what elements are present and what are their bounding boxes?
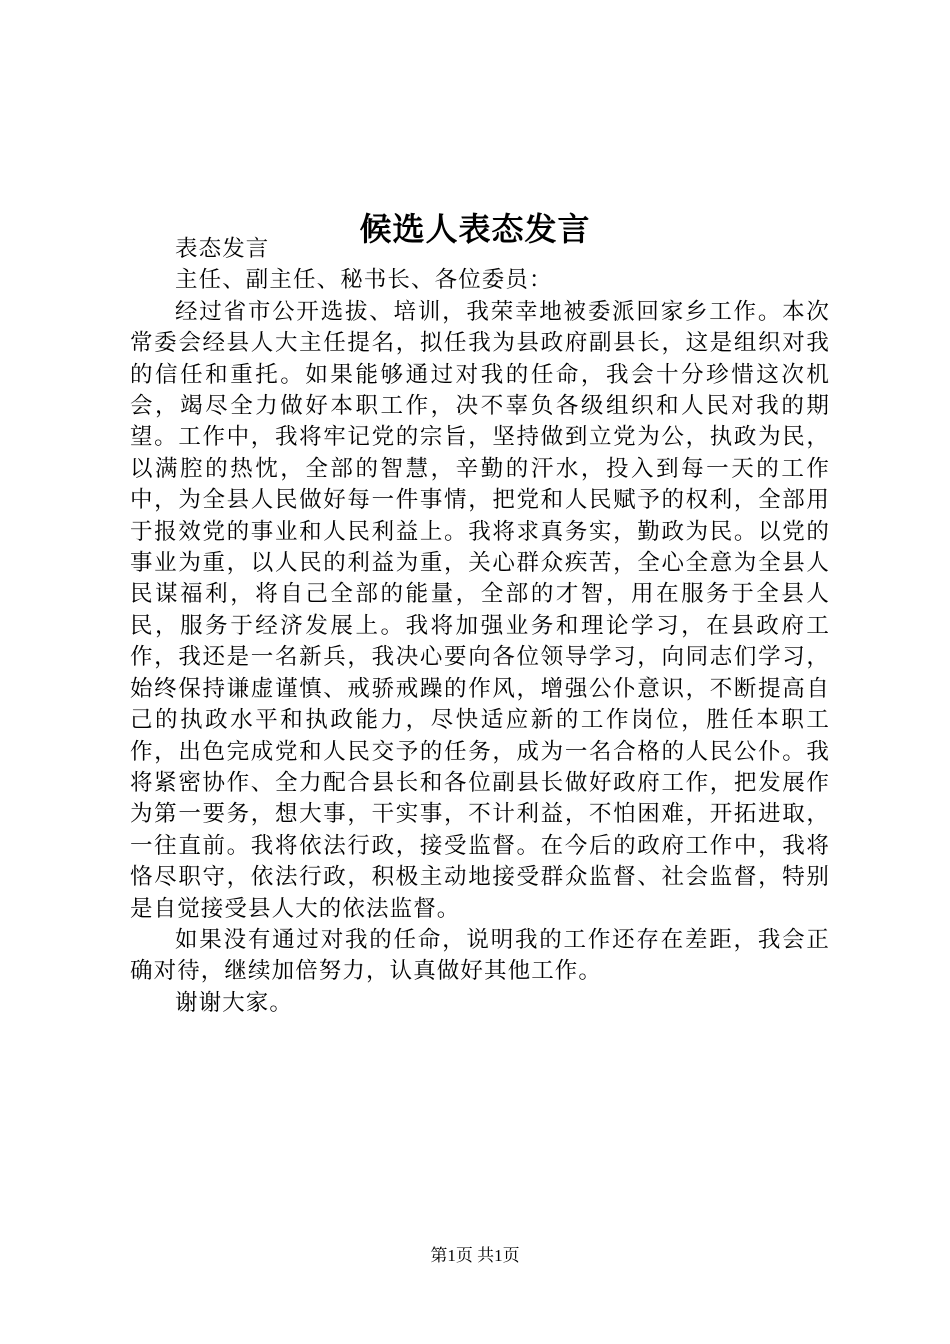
body-paragraph-main: 经过省市公开选拔、培训，我荣幸地被委派回家乡工作。本次常委会经县人大主任提名，拟任我为县政府副县长，这是组织对我的信任和重托。如果能够通过对我的任命，我会十分珍惜这次机会，竭尽全力做好本职工作，决不辜负各级组织和人民对我的期望。工作中，我将牢记党的宗旨，坚持做到立党为公，执政为民，以满腔的热忱，全部的智慧，辛勤的汗水，投入到每一天的工作中，为全县人民做好每一件事情，把党和人民赋予的权利，全部用于报效党的事业和人民利益上。我将求真务实，勤政为民。以党的事业为重，以人民的利益为重，关心群众疾苦，全心全意为全县人民谋福利，将自己全部的能量，全部的才智，用在服务于全县人民，服务于经济发展上。我将加强业务和理论学习，在县政府工作，我还是一名新兵，我决心要向各位领导学习，向同志们学习，始终保持谦虚谨慎、戒骄戒躁的作风，增强公仆意识，不断提高自己的执政水平和执政能力，尽快适应新的工作岗位，胜任本职工作，出色完成党和人民交予的任务，成为一名合格的人民公仆。我将紧密协作、全力配合县长和各位副县长做好政府工作，把发展作为第一要务，想大事，干实事，不计利益，不怕困难，开拓进取，一往直前。我将依法行政，接受监督。在今后的政府工作中，我将恪尽职守，依法行政，积极主动地接受群众监督、社会监督，特别是自觉接受县人大的依法监督。: [130, 298, 830, 922]
page-number-footer: 第1页 共1页: [430, 1246, 520, 1265]
speech-heading: 表态发言: [175, 236, 270, 262]
document-body: [130, 234, 830, 1019]
thanks-line: 谢谢大家。: [175, 989, 294, 1016]
page-title: 候选人表态发言: [359, 210, 591, 249]
body-paragraph-closing: 如果没有通过对我的任命，说明我的工作还存在差距，我会正确对待，继续加倍努力，认真做好其他工作。: [130, 926, 830, 985]
salutation: 主任、副主任、秘书长、各位委员：: [175, 267, 553, 294]
